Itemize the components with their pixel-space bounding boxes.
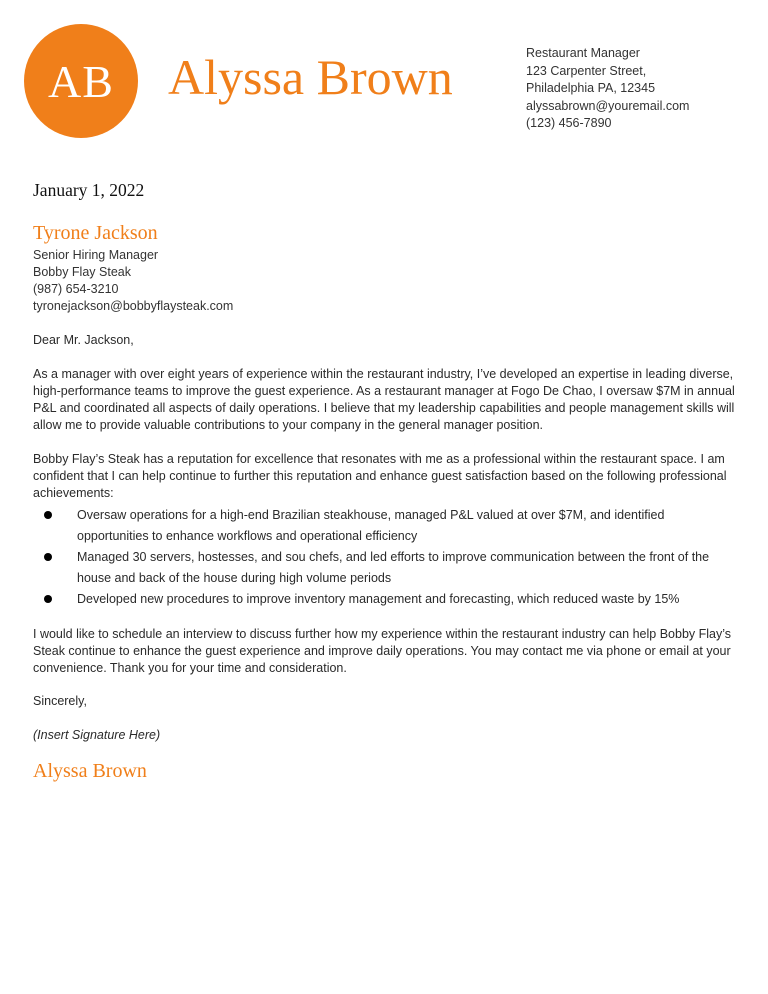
achievements-list	[33, 505, 723, 610]
sender-email: alyssabrown@youremail.com	[526, 98, 690, 113]
achievement-text: Managed 30 servers, hostesses, and sou chefs, and led efforts to improve communication between the front of the house and back of the house during high volume periods	[77, 550, 710, 585]
bullet-icon	[44, 553, 52, 561]
paragraph-intro: As a manager with over eight years of experience within the restaurant industry, I’ve developed an expertise in leading diverse, high-performance teams to improve the guest experience. As a restaurant manager at Fogo De Chao, I oversaw $7M in annual P&L and coordinated all aspects of daily operations. I believe that my leadership capabilities and people management skills will allow me to provide valuable contributions to your company in the general manager position.	[33, 367, 735, 432]
sender-contact-block	[526, 45, 689, 133]
sender-name: Alyssa Brown	[168, 49, 453, 105]
sender-title: Restaurant Manager	[526, 46, 640, 60]
recipient-name: Tyrone Jackson	[33, 222, 158, 244]
recipient-title: Senior Hiring Manager	[33, 248, 159, 262]
recipient-company: Bobby Flay Steak	[33, 265, 131, 279]
sender-phone: (123) 456-7890	[526, 116, 612, 130]
sender-street: 123 Carpenter Street,	[526, 63, 647, 78]
letter-date: January 1, 2022	[33, 180, 145, 200]
signature-placeholder: (Insert Signature Here)	[33, 728, 161, 742]
signoff-name: Alyssa Brown	[33, 760, 147, 782]
recipient-block	[33, 247, 233, 315]
bullet-icon	[44, 511, 52, 519]
achievement-text: Developed new procedures to improve inventory management and forecasting, which reduced waste by 15%	[77, 592, 680, 606]
list-item	[33, 589, 723, 610]
closing-salutation: Sincerely,	[33, 694, 87, 708]
achievement-text: Oversaw operations for a high-end Brazilian steakhouse, managed P&L valued at over $7M, and identified opportunities to enhance workflows and operational efficiency	[77, 508, 665, 543]
salutation: Dear Mr. Jackson,	[33, 333, 134, 347]
sender-city: Philadelphia PA, 12345	[526, 81, 656, 95]
bullet-icon	[44, 595, 52, 603]
list-item	[33, 505, 723, 547]
recipient-phone: (987) 654-3210	[33, 282, 119, 296]
monogram-initials: AB	[48, 55, 114, 107]
monogram-badge	[24, 24, 138, 138]
list-item	[33, 547, 723, 589]
recipient-email: tyronejackson@bobbyflaysteak.com	[33, 299, 234, 313]
paragraph-closing: I would like to schedule an interview to discuss further how my experience within the restaurant industry can help Bobby Flay’s Steak continue to enhance the guest experience and improve daily operations. You may contact me via phone or email at your convenience. Thank you for your time and consideration.	[33, 627, 732, 675]
paragraph-reputation: Bobby Flay’s Steak has a reputation for excellence that resonates with me as a professional within the restaurant space. I am confident that I can help continue to further this reputation and enhance guest satisfaction based on the following professional achievements:	[33, 452, 727, 500]
